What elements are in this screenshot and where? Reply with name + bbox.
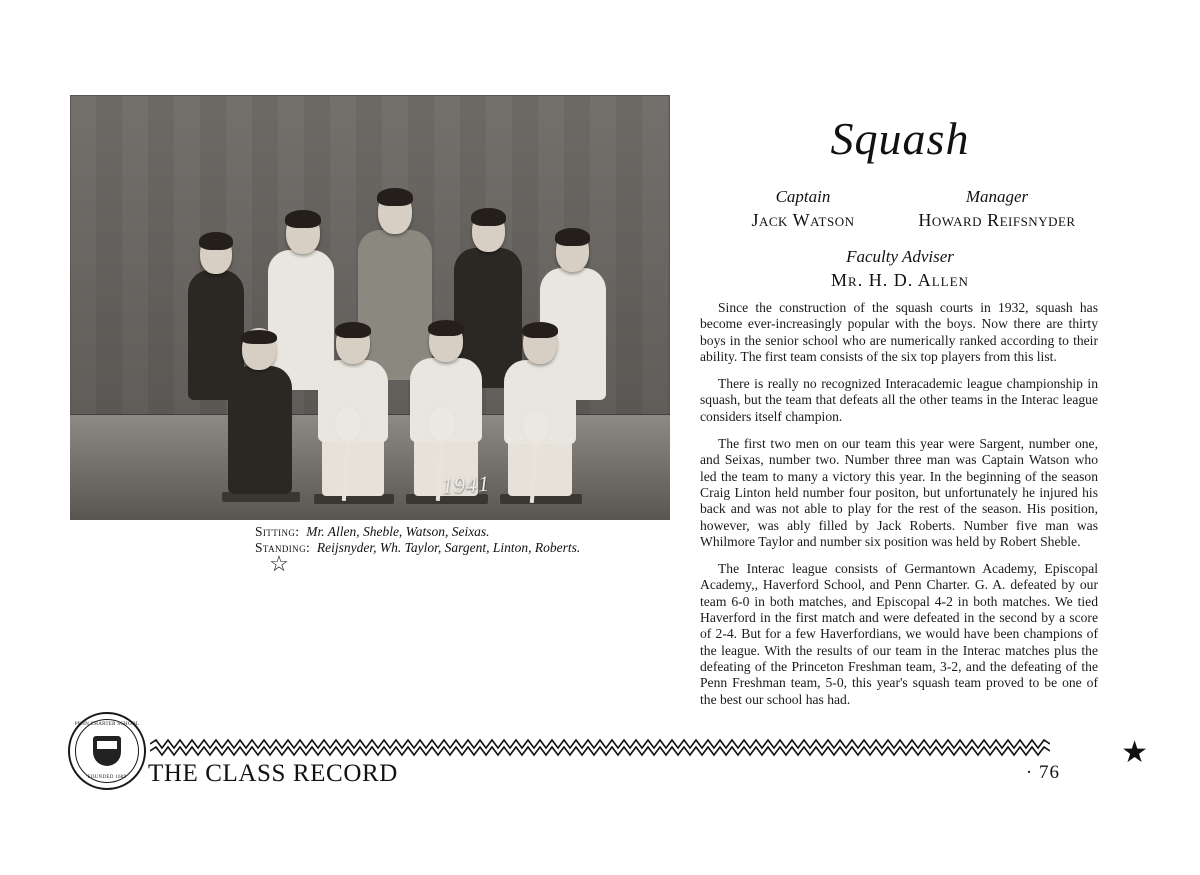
- captain-label: Captain: [775, 187, 831, 206]
- team-photo: [70, 95, 670, 520]
- team-photo-image: [70, 95, 670, 520]
- player-hair: [555, 228, 590, 246]
- manager-label: Manager: [965, 187, 1029, 206]
- player-hair: [335, 322, 371, 338]
- paragraph: Since the construction of the squash courts in 1932, squash has become ever-increasingly popular with the boys. Now there are thirty boys in the senior school who are numerically ranked according to their ability. The first team consists of the six top players from this list.: [700, 300, 1098, 364]
- player-legs: [322, 436, 384, 496]
- caption-standing-names: Reijsnyder, Wh. Taylor, Sargent, Linton, Roberts.: [316, 540, 581, 555]
- page-number: · 76: [1025, 762, 1060, 783]
- captain-block: [708, 187, 898, 231]
- player-hair: [199, 232, 233, 250]
- adviser-label: Faculty Adviser: [846, 247, 954, 266]
- player-hair: [285, 210, 321, 228]
- photo-date-stamp: 1941: [441, 470, 491, 499]
- manager-name: Howard Reifsnyder: [918, 210, 1076, 230]
- school-seal-icon: [68, 712, 146, 790]
- sitting-adviser: [218, 302, 304, 502]
- paragraph: The Interac league consists of Germantown Academy, Episcopal Academy,, Haverford School, and Penn Charter. G. A. defeated by our team 6-0 in both matches, and Episcopal 4-2 in both matches. We tied Haverford in the first match and were defeated in the second by a score of 2-4. But for a few Haverfordians, we would have been champions of the league. With the results of our team in the Interac matches plus the defeating of the Princeton Freshman team, 3-2, and the defeating of the Penn Freshman team, 5-0, this year's squash team proved to be one of the best our school has had.: [700, 561, 1098, 707]
- player-legs: [508, 438, 572, 496]
- photo-caption: [255, 524, 675, 556]
- footer-title: THE CLASS RECORD: [148, 760, 398, 787]
- paragraph: There is really no recognized Interacademic league championship in squash, but the team that defeats all the other teams in the Interac league considers itself champion.: [700, 376, 1098, 424]
- roles-row: [700, 187, 1100, 231]
- star-footer-icon: ★: [1121, 736, 1148, 769]
- paragraph: The first two men on our team this year were Sargent, number one, and Seixas, number two. Number three man was Captain Watson who led the team to many a victory this year. In the beginning of the season Craig Linton held number four positon, but unfortunately he injured his back and was not able to play for the rest of the season. His position, however, was ably filled by Jack Roberts. Number five man was Whilmore Taylor and number six position was held by Robert Sheble.: [700, 436, 1098, 549]
- star-ornament-icon: ☆: [269, 551, 289, 576]
- manager-block: [902, 187, 1092, 231]
- page-title: Squash: [830, 113, 970, 164]
- squash-racket: [520, 406, 552, 446]
- squash-racket: [426, 404, 458, 444]
- seal-top-text: PENN CHARTER SCHOOL: [74, 722, 140, 727]
- caption-sitting-row: [255, 524, 675, 540]
- article-header: [700, 112, 1100, 291]
- player-hair: [377, 188, 413, 206]
- decorative-rule: [150, 738, 1050, 758]
- seal-text: [70, 714, 144, 788]
- adviser-torso: [228, 366, 292, 494]
- caption-sitting-names: Mr. Allen, Sheble, Watson, Seixas.: [306, 524, 490, 539]
- adviser-name: Mr. H. D. Allen: [831, 270, 969, 290]
- article-body: [700, 300, 1098, 719]
- player-hair: [428, 320, 464, 336]
- sitting-player-3: [494, 292, 586, 504]
- caption-sitting-label: Sitting:: [255, 524, 300, 539]
- caption-standing-row: [255, 540, 675, 556]
- adviser-hair: [241, 330, 277, 344]
- adviser-block: [700, 247, 1100, 291]
- player-hair: [522, 322, 558, 338]
- captain-name: Jack Watson: [751, 210, 855, 230]
- squash-racket: [332, 404, 364, 444]
- caption-standing-label: Standing:: [255, 540, 311, 555]
- player-hair: [471, 208, 506, 226]
- sitting-player-1: [308, 294, 398, 504]
- seal-bottom-text: FOUNDED 1689: [87, 775, 127, 780]
